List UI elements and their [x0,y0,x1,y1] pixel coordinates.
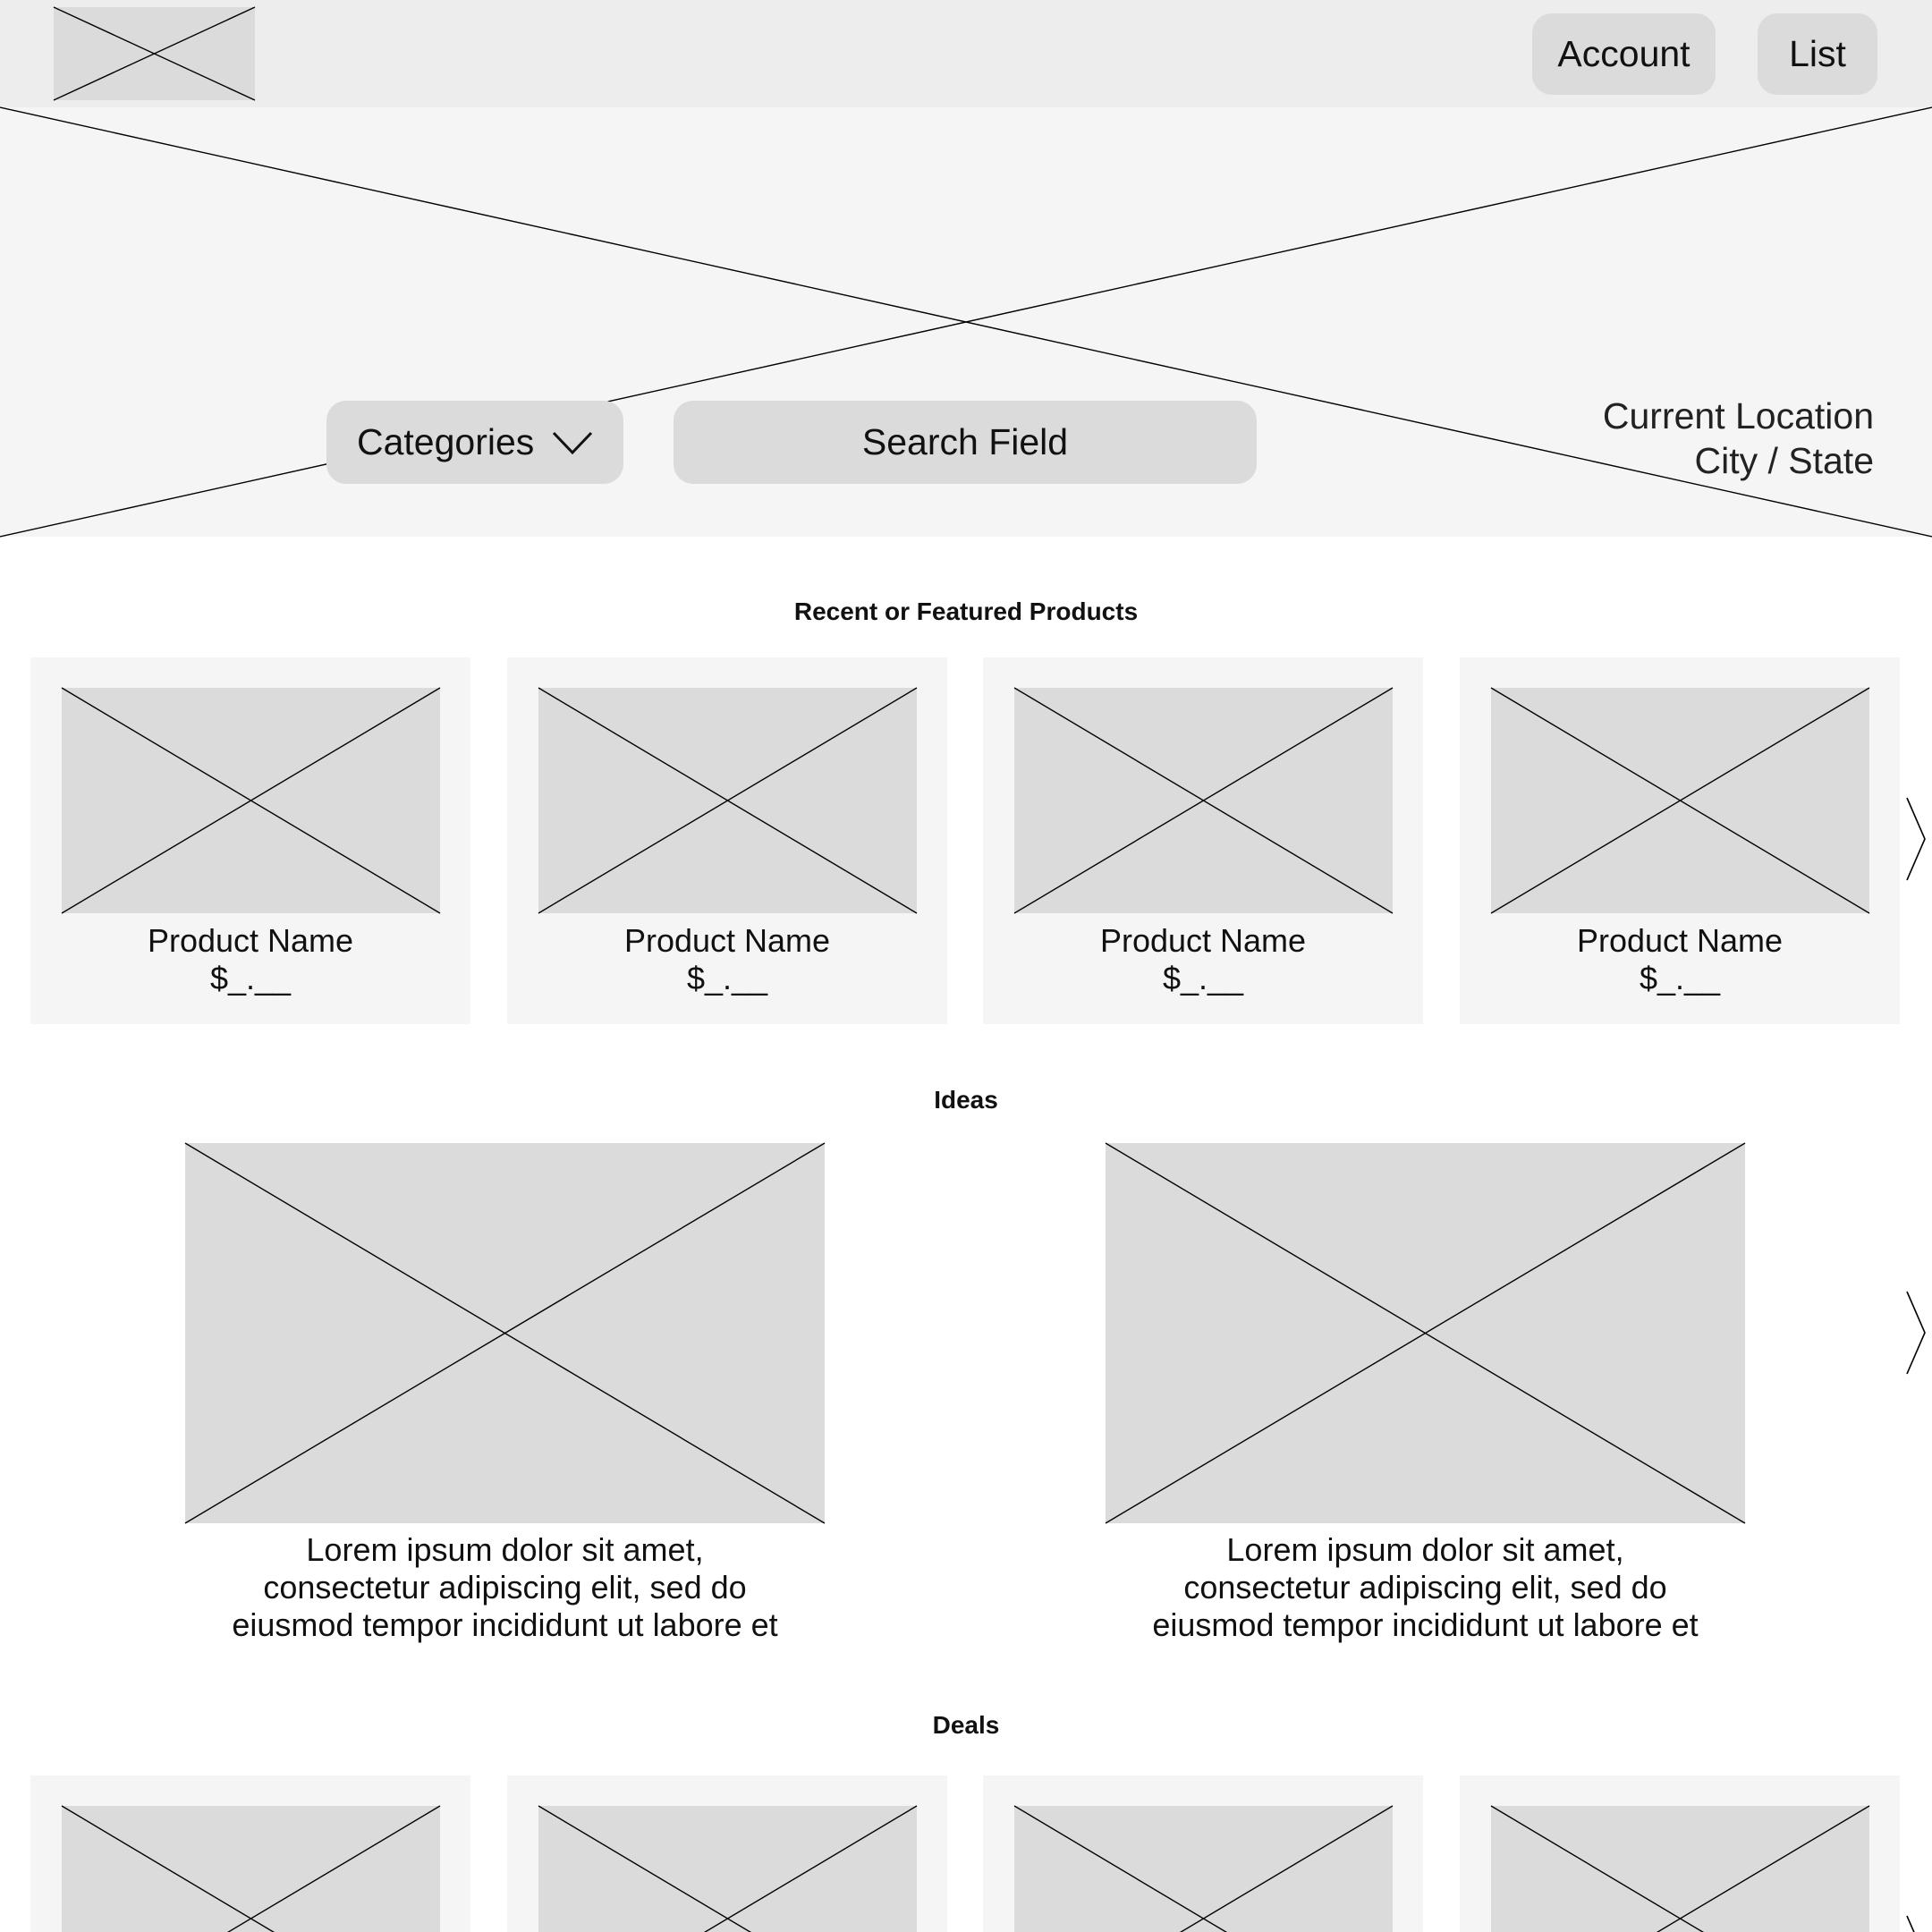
product-card[interactable] [30,657,470,1024]
deal-image-placeholder-icon [1491,1806,1869,1932]
product-image-placeholder-icon [538,688,917,913]
product-name: Product Name [1576,922,1784,959]
account-button[interactable]: Account [1532,13,1716,95]
product-price: $_.__ [209,960,292,996]
logo-placeholder-icon[interactable] [54,7,255,100]
idea-text-line: consectetur adipiscing elit, sed do [1183,1569,1667,1606]
chevron-right-icon[interactable] [1905,1290,1927,1376]
product-image-placeholder-icon [1014,688,1393,913]
product-price: $_.__ [1639,960,1721,996]
deal-image-placeholder-icon [62,1806,440,1932]
chevron-right-icon[interactable] [1905,1914,1927,1932]
product-card[interactable] [1460,657,1900,1024]
chevron-right-icon[interactable] [1905,796,1927,882]
current-location[interactable] [1603,394,1874,483]
idea-text-line: eiusmod tempor incididunt ut labore et [232,1606,778,1643]
product-name: Product Name [1099,922,1307,959]
product-price: $_.__ [1162,960,1244,996]
chevron-down-icon [552,430,593,455]
location-city-state: City / State [1694,440,1874,481]
product-name: Product Name [147,922,354,959]
deal-image-placeholder-icon [538,1806,917,1932]
idea-description [185,1531,825,1644]
idea-description [1106,1531,1745,1644]
deal-card[interactable] [1460,1775,1900,1932]
deal-card[interactable] [507,1775,947,1932]
deal-card[interactable] [983,1775,1423,1932]
idea-text-line: eiusmod tempor incididunt ut labore et [1152,1606,1699,1643]
product-name: Product Name [623,922,831,959]
search-input[interactable]: Search Field [674,401,1257,484]
deals-section-title: Deals [932,1711,1000,1739]
list-button[interactable]: List [1758,13,1877,95]
ideas-section-title: Ideas [934,1086,998,1114]
featured-section-title: Recent or Featured Products [793,597,1139,625]
header-bar [0,0,1932,107]
product-card[interactable] [983,657,1423,1024]
product-image-placeholder-icon [62,688,440,913]
idea-text-line: Lorem ipsum dolor sit amet, [1226,1531,1624,1568]
categories-dropdown[interactable] [326,401,623,484]
idea-text-line: Lorem ipsum dolor sit amet, [306,1531,704,1568]
product-price: $_.__ [686,960,768,996]
idea-text-line: consectetur adipiscing elit, sed do [263,1569,747,1606]
deal-card[interactable] [30,1775,470,1932]
categories-label: Categories [357,421,535,462]
location-label: Current Location [1602,395,1874,436]
product-card[interactable] [507,657,947,1024]
deal-image-placeholder-icon [1014,1806,1393,1932]
idea-image-placeholder-icon[interactable] [1106,1143,1745,1523]
hero-banner [0,107,1932,537]
idea-image-placeholder-icon[interactable] [185,1143,825,1523]
product-image-placeholder-icon [1491,688,1869,913]
